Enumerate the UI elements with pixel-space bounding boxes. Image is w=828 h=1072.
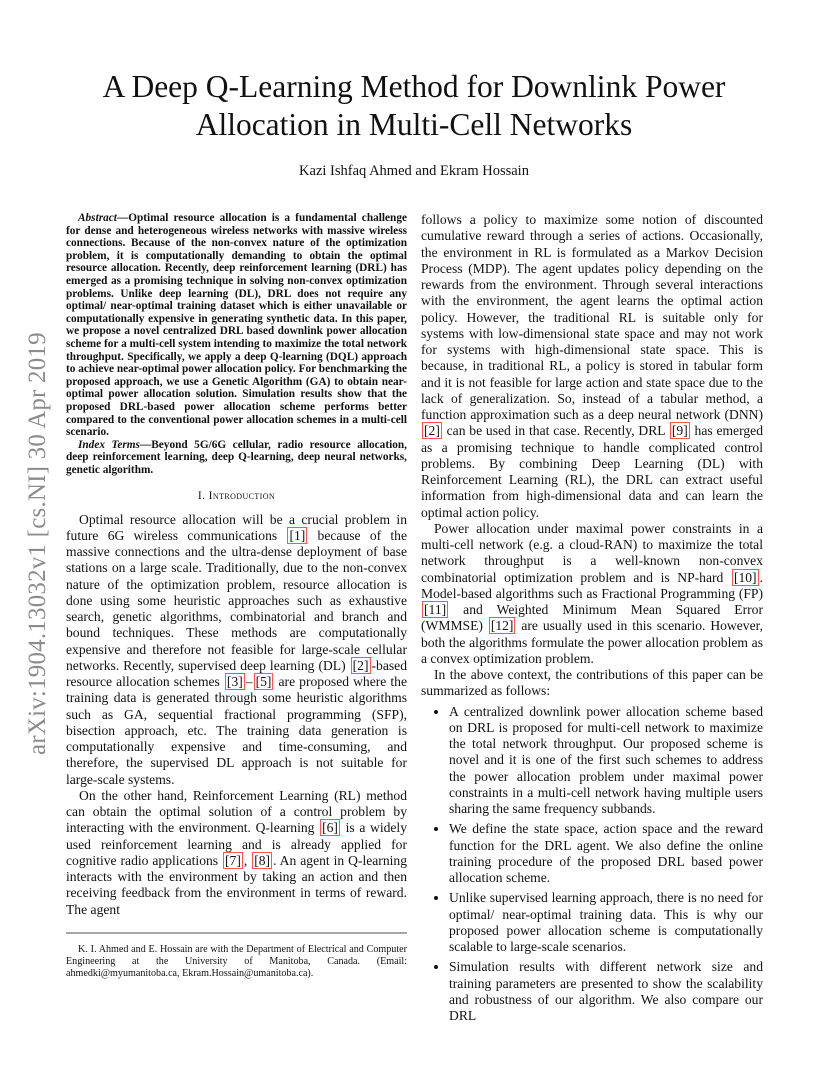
intro-paragraph: [66, 512, 407, 788]
citation-link[interactable]: [12]: [490, 618, 514, 634]
intro-paragraph: [66, 788, 407, 918]
abstract-lead: Abstract: [78, 212, 117, 224]
citation-link[interactable]: [6]: [322, 820, 338, 836]
citation-link[interactable]: [1]: [289, 527, 306, 543]
citation-link[interactable]: [3]: [226, 674, 243, 690]
body-paragraph: [421, 212, 763, 521]
citation-link[interactable]: [2]: [352, 657, 369, 673]
intro-p1-text: are proposed where the training data is generated through some heuristic algorithms such as GA, sequential fractional programming (SFP), bisection approach, etc. The training data generation is computationally expensive and time-consuming, and therefore, the supervised DL approach is not suitable for large-scale systems.: [66, 674, 407, 787]
footnote-rule: [66, 932, 407, 934]
paper-title: A Deep Q-Learning Method for Downlink Power Allocation in Multi-Cell Networks: [102, 69, 726, 142]
right-p1-text: has emerged as a promising technique to handle complicated control problems. By combining Deep Learning (DL) with Reinforcement Learning (RL), the DRL can extract useful information from high-dimensional data and can learn the optimal action policy.: [421, 423, 763, 520]
citation-link[interactable]: [10]: [733, 569, 757, 585]
right-p2-text: . Model-based algorithms such as Fractional Programming (FP): [421, 569, 763, 601]
intro-p2-text: ,: [243, 852, 252, 868]
list-item: • A centralized downlink power allocation scheme based on DRL is proposed for multi-cell network to maximize the total network throughput. Our proposed scheme is novel and it is one of the first such schemes to address the power allocation problem under maximal power constraints in a multi-cell network having multiple users sharing the same frequency subbands.: [449, 704, 763, 818]
author-footnote: K. I. Ahmed and E. Hossain are with the Department of Electrical and Computer Engineering at the University of Manitoba, Canada. (Email: ahmedki@myumanitoba.ca, Ekram.Hossain@umanitoba.ca).: [66, 944, 407, 979]
citation-link[interactable]: [11]: [424, 602, 447, 617]
body-paragraph: In the above context, the contributions of this paper can be summarized as follows:: [421, 667, 763, 699]
right-p2-text: are usually used in this scenario. However, both the algorithms formulate the power allocation problem as a convex optimization problem.: [421, 618, 763, 666]
citation-link[interactable]: [5]: [255, 674, 272, 690]
abstract: [66, 212, 407, 439]
list-item: • Simulation results with different network size and training parameters are presented to show the scalability and robustness of our algorithm. We also compare our DRL: [449, 959, 763, 1024]
index-terms-lead: Index Terms: [78, 438, 140, 451]
citation-link[interactable]: [8]: [254, 852, 271, 868]
abstract-text: —Optimal resource allocation is a fundamental challenge for dense and heterogeneous wireless networks with massive wireless connections. Because of the non-convex nature of the optimization problem, it is computationally demanding to obtain the optimal resource allocation. Recently, deep reinforcement learning (DRL) has emerged as a promising technique in solving non-convex optimization problems. Unlike deep learning (DL), DRL does not require any optimal/ near-optimal training dataset which is either unavailable or computationally expensive in generating synthetic data. In this paper, we propose a novel centralized DRL based downlink power allocation scheme for a multi-cell system intending to maximize the total network throughput. Specifically, we apply a deep Q-learning (DQL) approach to achieve near-optimal power allocation policy. For benchmarking the proposed approach, we use a Genetic Algorithm (GA) to obtain near-optimal power allocation solution. Simulation results show that the proposed DRL-based power allocation scheme performs better compared to the conventional power allocation schemes in a multi-cell scenario.: [66, 212, 407, 439]
intro-p2-text: On the other hand, Reinforcement Learning (RL) method can obtain the optimal solution of a control problem by interacting with the environment. Q-learning: [66, 787, 407, 836]
body-paragraph: [421, 521, 763, 667]
intro-p1-text: –: [245, 674, 253, 690]
section-heading: I. Introduction: [197, 490, 276, 503]
list-item: • We define the state space, action space and the reward function for the DRL agent. We also define the online training procedure of the proposed DRL based power allocation scheme.: [449, 821, 763, 886]
citation-link[interactable]: [7]: [225, 852, 241, 868]
right-p2-text: and Weighted Minimum Mean Squared Error (WMMSE): [421, 602, 763, 634]
intro-p2-text: . An agent in Q-learning interacts with the environment by taking an action and then receiving feedback from the environment in terms of reward. The agent: [66, 852, 408, 917]
arxiv-stamp: arXiv:1904.13032v1 [cs.NI] 30 Apr 2019: [24, 332, 51, 755]
intro-p1-text: Optimal resource allocation will be a crucial problem in future 6G wireless communications: [66, 511, 407, 543]
left-column: [66, 212, 407, 980]
intro-p1-text: -based resource allocation schemes: [66, 657, 407, 690]
citation-link[interactable]: [9]: [671, 423, 688, 439]
intro-p2-text: is a widely used reinforcement learning and is already applied for cognitive radio applications: [66, 820, 407, 868]
list-item: • Unlike supervised learning approach, there is no need for optimal/ near-optimal training data. This is why our proposed power allocation scheme is computationally scalable to large-scale scenarios.: [449, 890, 763, 955]
index-terms-text: —Beyond 5G/6G cellular, radio resource allocation, deep reinforcement learning, deep Q-learning, deep neural networks, genetic algorithm.: [66, 438, 407, 476]
contribution-list: [421, 704, 763, 1025]
intro-p1-text: because of the massive connections and the ultra-dense deployment of base stations on a large scale. Traditionally, due to the non-convex nature of the optimization problem, resource allocation is done using some heuristic approaches such as exhaustive search, genetic algorithms, combinatorial and branch and bound techniques. These methods are computationally expensive and therefore not feasible for large-scale cellular networks. Recently, supervised deep learning (DL): [66, 527, 407, 673]
right-p1-text: can be used in that case. Recently, DRL: [442, 423, 669, 439]
paper-authors: Kazi Ishfaq Ahmed and Ekram Hossain: [299, 163, 529, 179]
index-terms: [66, 439, 407, 477]
right-p2-text: Power allocation under maximal power constraints in a multi-cell network (e.g. a cloud-RAN) to maximize the total network throughput is a well-known non-convex combinatorial optimization problem and is NP-hard: [421, 520, 763, 585]
right-p1-text: follows a policy to maximize some notion of discounted cumulative reward through a series of actions. Occasionally, the environment in RL is formulated as a Markov Decision Process (MDP). The agent updates policy depending on the rewards from the environment. Through several interactions with the environment, the agent learns the optimal action policy. However, the traditional RL is suitable only for systems with low-dimensional state space and may not work for systems with high-dimensional state space. This is because, in traditional RL, a policy is stored in tabular form and it is not feasible for large action and state space due to the lack of generalization. So, instead of a tabular method, a function approximation such as a deep neural network (DNN): [421, 212, 763, 422]
citation-link[interactable]: [2]: [424, 423, 440, 439]
right-column: [421, 212, 763, 1028]
